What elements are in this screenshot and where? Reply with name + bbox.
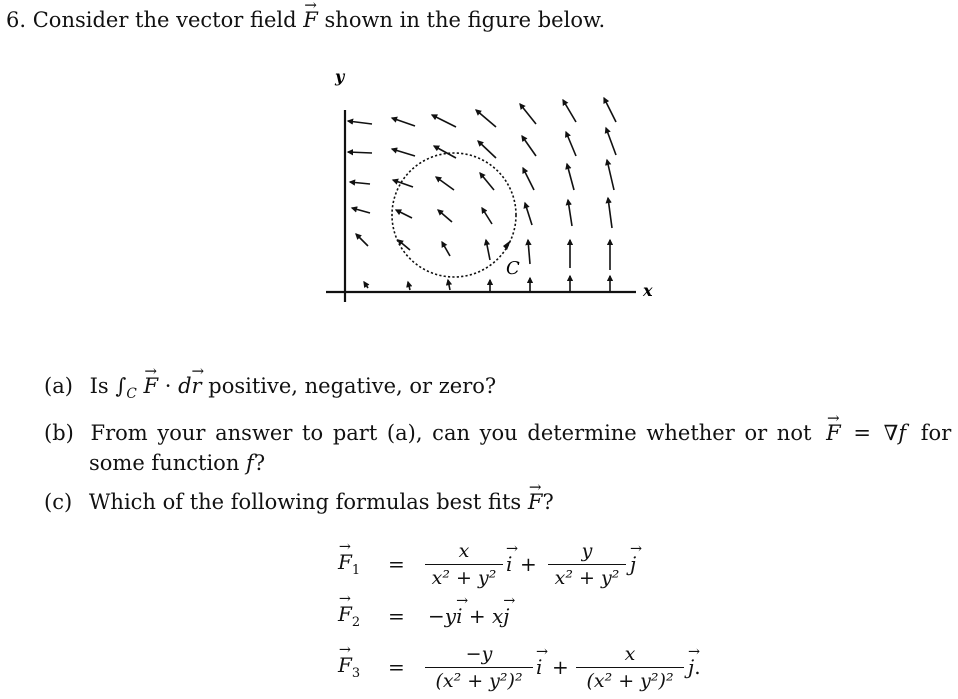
x-axis-label: x [643,281,653,300]
part-a-field: → F [143,374,158,398]
formula-f3-term1: −y (x² + y²)² [425,643,533,692]
formula-f1-j: → j [630,552,636,576]
part-c-q: ? [542,490,554,514]
function-f: f [246,451,254,475]
field-symbol: → F [303,8,318,32]
part-b-field: → F [826,421,841,445]
dot-operator: · [164,374,172,398]
problem-number: 6. [6,8,27,32]
part-c-field: → F [528,490,543,514]
formula-f3-j: → j. [688,655,701,679]
y-axis-label: y [335,67,345,86]
problem-text-before: Consider the vector field [32,8,297,32]
formula-f1-term1: x x² + y² [425,540,503,589]
problem-statement [6,8,605,32]
part-c-label: (c) [44,490,73,514]
field-arrows [348,98,616,292]
formula-f3-name: → $F_3$ [338,653,360,681]
formula-f1-equals: = [388,552,405,576]
vector-field-figure [318,60,668,310]
part-a-pre: Is [89,374,109,398]
part-c-text: Which of the following formulas best fits [88,490,522,514]
formula-f3-equals: = [388,655,405,679]
formula-f3-i: → i [536,655,542,679]
formula-f3-term2: x (x² + y²)² [576,643,684,692]
part-b-equals: = [853,421,871,445]
gradient-f: ∇f [883,421,907,445]
problem-text-after: shown in the figure below. [324,8,606,32]
part-b-line2-post: ? [253,451,266,475]
part-b-label: (b) [44,421,74,445]
part-a-label: (a) [44,374,73,398]
formula-f1-name: → $F_1$ [338,550,360,578]
differential-d: d [178,374,192,398]
part-b-for: for [920,421,952,445]
formula-f1-term2: y x² + y² [548,540,626,589]
formula-f2-equals: = [388,604,405,628]
part-b [44,421,951,445]
formula-f2-name: → $F_2$ [338,602,360,630]
part-c [44,490,554,514]
curve-c-direction-arrow [503,240,511,250]
position-vector-r: → r [192,374,202,398]
integral-sign: ∫ [115,374,127,398]
formula-f1-i: → i [506,552,512,576]
formula-f2-expression: −y→ i + x→ j [428,604,509,628]
part-b-line2 [89,451,265,475]
part-b-line2-pre: some function [89,451,240,475]
formula-f1-plus: + [520,552,537,576]
part-a [44,374,496,402]
part-b-line1: From your answer to part (a), can you determine whether or not [90,421,812,445]
curve-label: C [506,258,520,279]
integral-subscript: C [126,386,137,403]
formula-f3-plus: + [552,655,569,679]
curve-c [392,153,516,277]
part-a-post: positive, negative, or zero? [208,374,497,398]
